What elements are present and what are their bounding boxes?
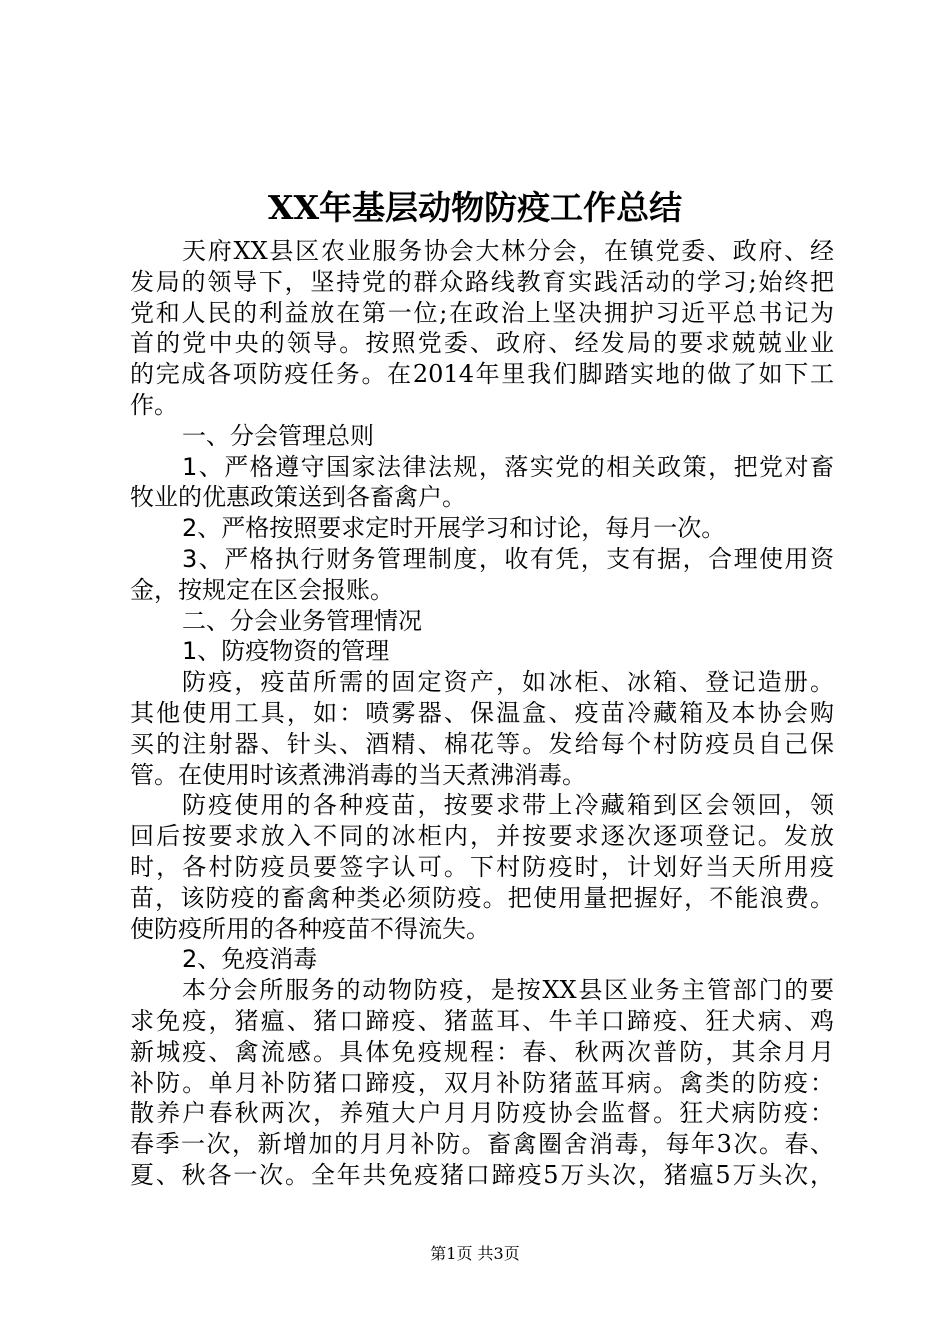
document-title: XX年基层动物防疫工作总结 [267,188,683,227]
text-line: 作。 [130,390,178,419]
text-line: 其他使用工具，如：喷雾器、保温盒、疫苗冷藏箱及本协会购 [130,698,834,727]
text-line: 夏、秋各一次。全年共免疫猪口蹄疫5万头次，猪瘟5万头次， [130,1160,834,1189]
text-line: 春季一次，新增加的月月补防。畜禽圈舍消毒，每年3次。春、 [130,1130,834,1159]
text-line: 本分会所服务的动物防疫，是按XX县区业务主管部门的要 [182,976,834,1005]
text-line: 使防疫所用的各种疫苗不得流失。 [130,914,490,943]
text-line: 首的党中央的领导。按照党委、政府、经发局的要求兢兢业业 [130,329,834,358]
text-line: 补防。单月补防猪口蹄疫，双月补防猪蓝耳病。禽类的防疫： [130,1068,834,1097]
text-line: 发局的领导下，坚持党的群众路线教育实践活动的学习;始终把 [130,267,834,296]
text-line: 牧业的优惠政策送到各畜禽户。 [130,483,466,512]
text-line: 新城疫、禽流感。具体免疫规程：春、秋两次普防，其余月月 [130,1037,834,1066]
text-line: 散养户春秋两次，养殖大户月月防疫协会监督。狂犬病防疫： [130,1099,834,1128]
text-line: 防疫，疫苗所需的固定资产，如冰柜、冰箱、登记造册。 [182,668,834,697]
text-line: 3、严格执行财务管理制度，收有凭，支有据，合理使用资 [182,544,834,573]
text-line: 管。在使用时该煮沸消毒的当天煮沸消毒。 [130,760,586,789]
text-line: 2、免疫消毒 [182,945,318,974]
text-line: 金，按规定在区会报账。 [130,575,394,604]
text-line: 1、严格遵守国家法律法规，落实党的相关政策，把党对畜 [182,452,834,481]
text-line: 买的注射器、针头、酒精、棉花等。发给每个村防疫员自己保 [130,729,834,758]
text-line: 回后按要求放入不同的冰柜内，并按要求逐次逐项登记。发放 [130,822,834,851]
text-line: 党和人民的利益放在第一位;在政治上坚决拥护习近平总书记为 [130,298,834,327]
text-line: 防疫使用的各种疫苗，按要求带上冷藏箱到区会领回，领 [182,791,834,820]
text-line: 求免疫，猪瘟、猪口蹄疫、猪蓝耳、牛羊口蹄疫、狂犬病、鸡 [130,1006,834,1035]
text-line: 时，各村防疫员要签字认可。下村防疫时，计划好当天所用疫 [130,852,834,881]
document-body [130,236,834,1191]
text-line: 一、分会管理总则 [182,421,374,450]
text-line: 天府XX县区农业服务协会大林分会，在镇党委、政府、经 [182,237,834,265]
text-line: 苗，该防疫的畜禽种类必须防疫。把使用量把握好，不能浪费。 [130,883,834,912]
text-line: 二、分会业务管理情况 [182,606,422,635]
page-footer: 第1页 共3页 [430,1244,520,1263]
text-line: 的完成各项防疫任务。在2014年里我们脚踏实地的做了如下工 [130,360,834,389]
text-line: 1、防疫物资的管理 [182,637,390,666]
text-line: 2、严格按照要求定时开展学习和讨论，每月一次。 [182,514,726,543]
